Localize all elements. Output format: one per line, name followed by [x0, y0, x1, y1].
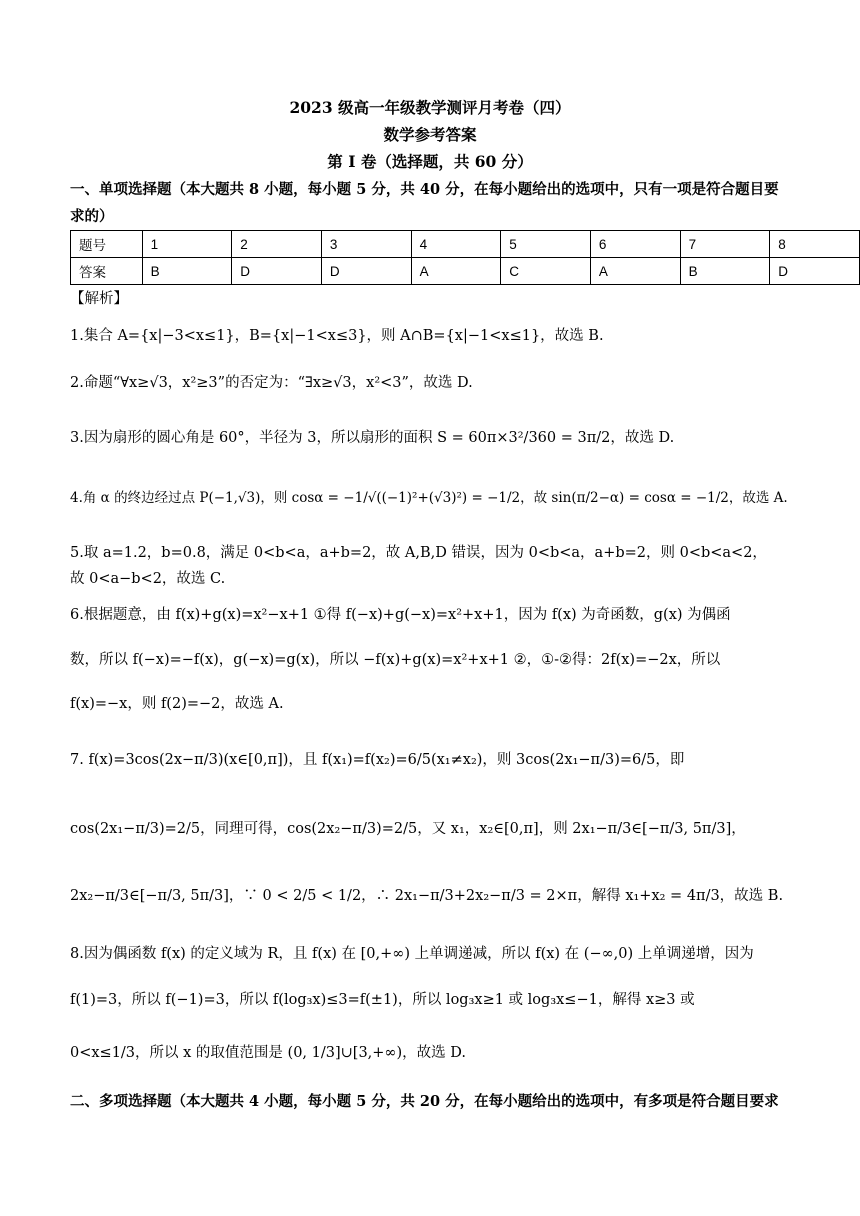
analysis-label: 【解析】	[70, 291, 128, 307]
answer-table	[70, 230, 860, 285]
question-number: 1	[142, 231, 232, 258]
section1-heading-cont: 求的）	[70, 208, 114, 225]
question-row-label: 题号	[71, 231, 143, 258]
solution-4: 4.角 α 的终边经过点 P(−1,√3)，则 cosα = −1/√((−1)²+(√3)²) = −1/2，故 sin(π/2−α) = cosα = −1/2，故选 A.	[70, 490, 788, 506]
solution-6-line2: 数，所以 f(−x)=−f(x)，g(−x)=g(x)，所以 −f(x)+g(x)=x²+x+1 ②，①-②得：2f(x)=−2x，所以	[70, 652, 721, 668]
solution-8-line3: 0<x≤1/3，所以 x 的取值范围是 (0, 1/3]∪[3,+∞)，故选 D.	[70, 1045, 466, 1061]
question-number: 7	[680, 231, 770, 258]
answer-letter: B	[142, 258, 232, 285]
question-number: 3	[321, 231, 411, 258]
solution-5-line1: 5.取 a=1.2，b=0.8，满足 0<b<a，a+b=2，故 A,B,D 错误，因为 0<b<a，a+b=2，则 0<b<a<2，	[70, 545, 767, 561]
solution-8-line2: f(1)=3，所以 f(−1)=3，所以 f(log₃x)≤3=f(±1)，所以 log₃x≥1 或 log₃x≤−1，解得 x≥3 或	[70, 992, 695, 1008]
solution-1: 1.集合 A={x|−3<x≤1}，B={x|−1<x≤3}，则 A∩B={x|−1<x≤1}，故选 B.	[70, 328, 604, 344]
section1-heading: 一、单项选择题（本大题共 8 小题，每小题 5 分，共 40 分，在每小题给出的选项中，只有一项是符合题目要	[70, 181, 779, 198]
solution-7-line2: cos(2x₁−π/3)=2/5，同理可得，cos(2x₂−π/3)=2/5，又 x₁，x₂∈[0,π]，则 2x₁−π/3∈[−π/3, 5π/3]，	[70, 821, 746, 837]
exam-subtitle: 数学参考答案	[383, 125, 477, 144]
question-number: 4	[411, 231, 501, 258]
question-number: 5	[501, 231, 591, 258]
answer-row-label: 答案	[71, 258, 143, 285]
solution-7-line1: 7. f(x)=3cos(2x−π/3)(x∈[0,π])，且 f(x₁)=f(x₂)=6/5(x₁≠x₂)，则 3cos(2x₁−π/3)=6/5，即	[70, 752, 685, 768]
part-heading: 第 I 卷（选择题，共 60 分）	[327, 152, 533, 171]
solution-2: 2.命题“∀x≥√3，x²≥3”的否定为：“∃x≥√3，x²<3”，故选 D.	[70, 375, 473, 391]
solution-5-line2: 故 0<a−b<2，故选 C.	[70, 571, 226, 587]
answer-letter: A	[411, 258, 501, 285]
question-number: 2	[232, 231, 322, 258]
answer-letter: D	[321, 258, 411, 285]
answer-letter: B	[680, 258, 770, 285]
question-number: 6	[590, 231, 680, 258]
answer-letter: A	[590, 258, 680, 285]
answer-row	[71, 258, 860, 285]
solution-6-line1: 6.根据题意，由 f(x)+g(x)=x²−x+1 ①得 f(−x)+g(−x)=x²+x+1，因为 f(x) 为奇函数，g(x) 为偶函	[70, 607, 731, 623]
solution-3: 3.因为扇形的圆心角是 60°，半径为 3，所以扇形的面积 S = 60π×3²/360 = 3π/2，故选 D.	[70, 430, 675, 446]
solution-6-line3: f(x)=−x，则 f(2)=−2，故选 A.	[70, 696, 284, 712]
question-number: 8	[770, 231, 860, 258]
solution-8-line1: 8.因为偶函数 f(x) 的定义域为 R，且 f(x) 在 [0,+∞) 上单调递减，所以 f(x) 在 (−∞,0) 上单调递增，因为	[70, 946, 754, 962]
answer-letter: D	[770, 258, 860, 285]
answer-letter: D	[232, 258, 322, 285]
answer-letter: C	[501, 258, 591, 285]
question-row	[71, 231, 860, 258]
solution-7-line3: 2x₂−π/3∈[−π/3, 5π/3]，∵ 0 < 2/5 < 1/2，∴ 2x₁−π/3+2x₂−π/3 = 2×π，解得 x₁+x₂ = 4π/3，故选 B.	[70, 888, 784, 904]
exam-title: 2023 级高一年级教学测评月考卷（四）	[289, 98, 571, 117]
section2-heading: 二、多项选择题（本大题共 4 小题，每小题 5 分，共 20 分，在每小题给出的选项中，有多项是符合题目要求	[70, 1093, 779, 1110]
